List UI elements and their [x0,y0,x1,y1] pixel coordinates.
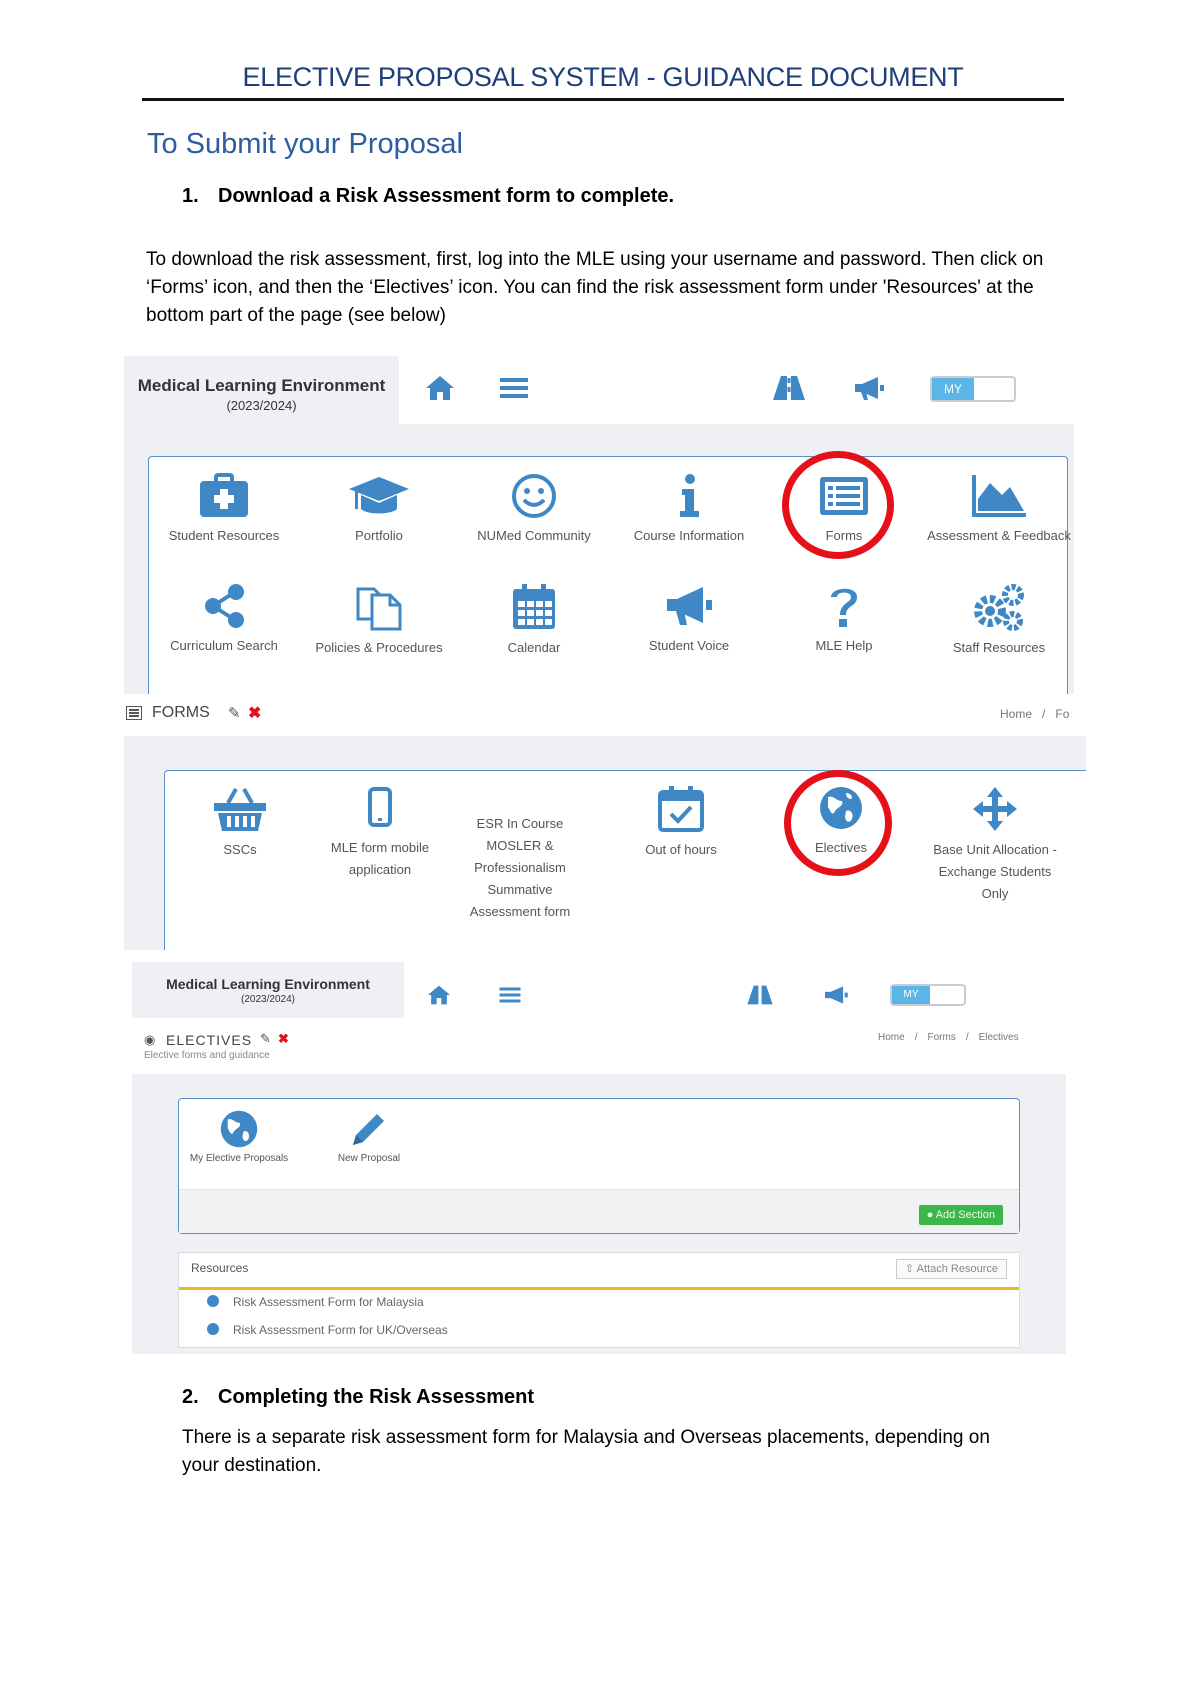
resources-title: Resources [191,1261,249,1275]
tile-label: Out of hours [645,842,717,857]
breadcrumb-separator: / [1042,707,1046,721]
tile-sscs[interactable] [165,785,315,861]
tile-base-unit-allocation[interactable] [930,785,1060,905]
home-icon[interactable] [424,374,456,407]
tile-numed-community[interactable] [459,473,609,547]
gears-icon [972,583,1026,631]
edit-icon[interactable]: ✎ [260,1031,271,1046]
pencil-icon [349,1109,389,1149]
tile-label: New Proposal [337,1153,401,1164]
attach-resource-button[interactable] [896,1259,1007,1279]
electives-panel [178,1098,1020,1234]
info-icon [207,1295,219,1307]
mobile-icon [367,785,393,831]
tile-label: MLE form mobile application [330,840,430,877]
my-toggle[interactable] [930,376,1016,402]
tile-student-resources[interactable] [149,473,299,547]
tile-portfolio[interactable] [304,473,454,547]
info-icon [674,473,704,519]
tile-label: Calendar [507,640,561,655]
tile-label: Course Information [633,528,745,543]
tile-calendar[interactable] [459,583,609,659]
tile-my-elective-proposals[interactable] [179,1109,299,1166]
tile-esr-mosler-form[interactable] [455,807,585,923]
menu-icon[interactable] [498,986,522,1009]
brand-year: (2023/2024) [226,398,297,413]
title-rule [142,98,1064,101]
step-2-title: Completing the Risk Assessment [218,1386,535,1408]
brand-name: Medical Learning Environment [137,376,386,395]
brand [124,356,399,424]
menu-icon[interactable] [500,376,528,405]
road-icon[interactable] [772,374,806,407]
tile-label: ESR In Course MOSLER & Professionalism Summative Assessment form [469,816,571,919]
forms-header [124,694,1086,736]
step-2-heading [182,1386,534,1409]
close-icon[interactable]: ✖ [248,705,262,722]
share-nodes-icon [201,583,247,629]
tile-mle-form-mobile[interactable] [315,785,445,881]
forms-list-icon [126,706,142,725]
tile-student-voice[interactable] [614,583,764,657]
basket-icon [212,785,268,833]
breadcrumb-separator: / [914,1032,918,1043]
tile-staff-resources[interactable] [924,583,1074,659]
forms-panel [164,770,1086,950]
highlight-ring-forms [782,451,894,559]
electives-header-subtitle: Elective forms and guidance [144,1050,270,1061]
breadcrumb-electives: Electives [978,1032,1019,1043]
tile-label: MLE Help [815,638,873,653]
tile-label: Policies & Procedures [315,640,443,655]
resources-card [178,1252,1020,1348]
upload-icon: ⇧ [905,1263,917,1275]
forms-page-screenshot [124,694,1086,950]
megaphone-icon [663,583,715,629]
step-1-title: Download a Risk Assessment form to complete. [218,185,675,207]
add-section-button[interactable] [919,1205,1003,1225]
brand [132,962,404,1018]
breadcrumb-forms[interactable]: Forms [927,1032,956,1043]
road-icon[interactable] [746,984,774,1011]
resource-item[interactable] [207,1323,448,1337]
breadcrumb-separator: / [965,1032,969,1043]
globe-small-icon: ◉ [144,1032,156,1047]
tile-label: Student Resources [168,528,280,543]
resource-link[interactable]: Risk Assessment Form for Malaysia [233,1295,424,1309]
globe-icon [219,1109,259,1149]
first-aid-kit-icon [198,473,250,519]
question-icon [827,583,861,629]
add-section-label: Add Section [935,1209,995,1221]
tile-label: Curriculum Search [170,638,278,653]
breadcrumb [1000,707,1079,721]
breadcrumb-home[interactable]: Home [878,1032,905,1043]
section-heading: To Submit your Proposal [147,128,463,160]
step-1-number: 1. [182,185,199,207]
attach-resource-label: Attach Resource [916,1263,998,1275]
tile-label: Forms [825,528,863,543]
documents-icon [354,583,404,631]
step-1-text: To download the risk assessment, first, log into the MLE using your username and password. Then click on ‘Forms’ icon, and then the ‘Electives’ icon. You can find the risk assessment form under 'Resources' at the bottom part of the page (see below) [146,249,1044,326]
resource-item[interactable] [207,1295,424,1309]
area-chart-icon [970,473,1028,519]
tile-out-of-hours[interactable] [611,785,751,861]
tile-label: NUMed Community [477,528,591,543]
my-toggle-label: MY [892,986,930,1004]
calendar-check-icon [657,785,705,833]
smiley-icon [511,473,557,519]
tile-course-information[interactable] [614,473,764,547]
mle-dashboard-screenshot [124,356,1074,694]
graduation-cap-icon [347,473,411,519]
tile-label: Assessment & Feedback [927,528,1071,543]
dashboard-panel [148,456,1071,694]
brand-year: (2023/2024) [241,994,295,1005]
resources-divider [179,1287,1019,1290]
step-2-number: 2. [182,1386,199,1408]
close-icon[interactable]: ✖ [278,1031,289,1046]
tile-assessment-feedback[interactable] [924,473,1074,547]
megaphone-icon[interactable] [852,374,886,407]
document-title: ELECTIVE PROPOSAL SYSTEM - GUIDANCE DOCUMENT [242,62,964,92]
edit-icon[interactable]: ✎ [228,705,241,722]
my-toggle-label: MY [932,378,974,400]
step-1-heading [182,185,674,208]
my-toggle[interactable] [890,984,966,1006]
breadcrumb-home[interactable]: Home [1000,707,1033,721]
calendar-icon [511,583,557,631]
resource-link[interactable]: Risk Assessment Form for UK/Overseas [233,1323,448,1337]
breadcrumb [878,1032,1029,1043]
tile-label: Staff Resources [952,640,1046,655]
tile-policies-procedures[interactable] [304,583,454,659]
tile-label: My Elective Proposals [189,1153,289,1164]
plus-icon: ● [926,1209,936,1221]
tile-label: Electives [814,840,868,855]
electives-header-title: ELECTIVES [166,1032,253,1048]
tile-new-proposal[interactable] [309,1109,429,1166]
brand-name: Medical Learning Environment [166,976,370,992]
tile-curriculum-search[interactable] [149,583,299,657]
step-2-text: There is a separate risk assessment form for Malaysia and Overseas placements, depending on your destination. [182,1427,990,1476]
highlight-ring-electives [784,770,892,876]
info-icon [207,1323,219,1335]
breadcrumb-forms[interactable]: Fo [1055,707,1070,721]
arrows-move-icon [971,785,1019,833]
tile-mle-help[interactable] [769,583,919,657]
megaphone-icon[interactable] [822,984,850,1011]
tile-label: SSCs [223,842,257,857]
tile-label: Portfolio [355,528,403,543]
top-navbar [124,356,1074,424]
panel-footer [179,1189,1019,1233]
home-icon[interactable] [426,984,452,1011]
forms-header-title: FORMS [152,704,210,721]
tile-label: Base Unit Allocation - Exchange Students Only [933,842,1057,901]
electives-page-screenshot [132,962,1066,1354]
tile-label: Student Voice [648,638,730,653]
